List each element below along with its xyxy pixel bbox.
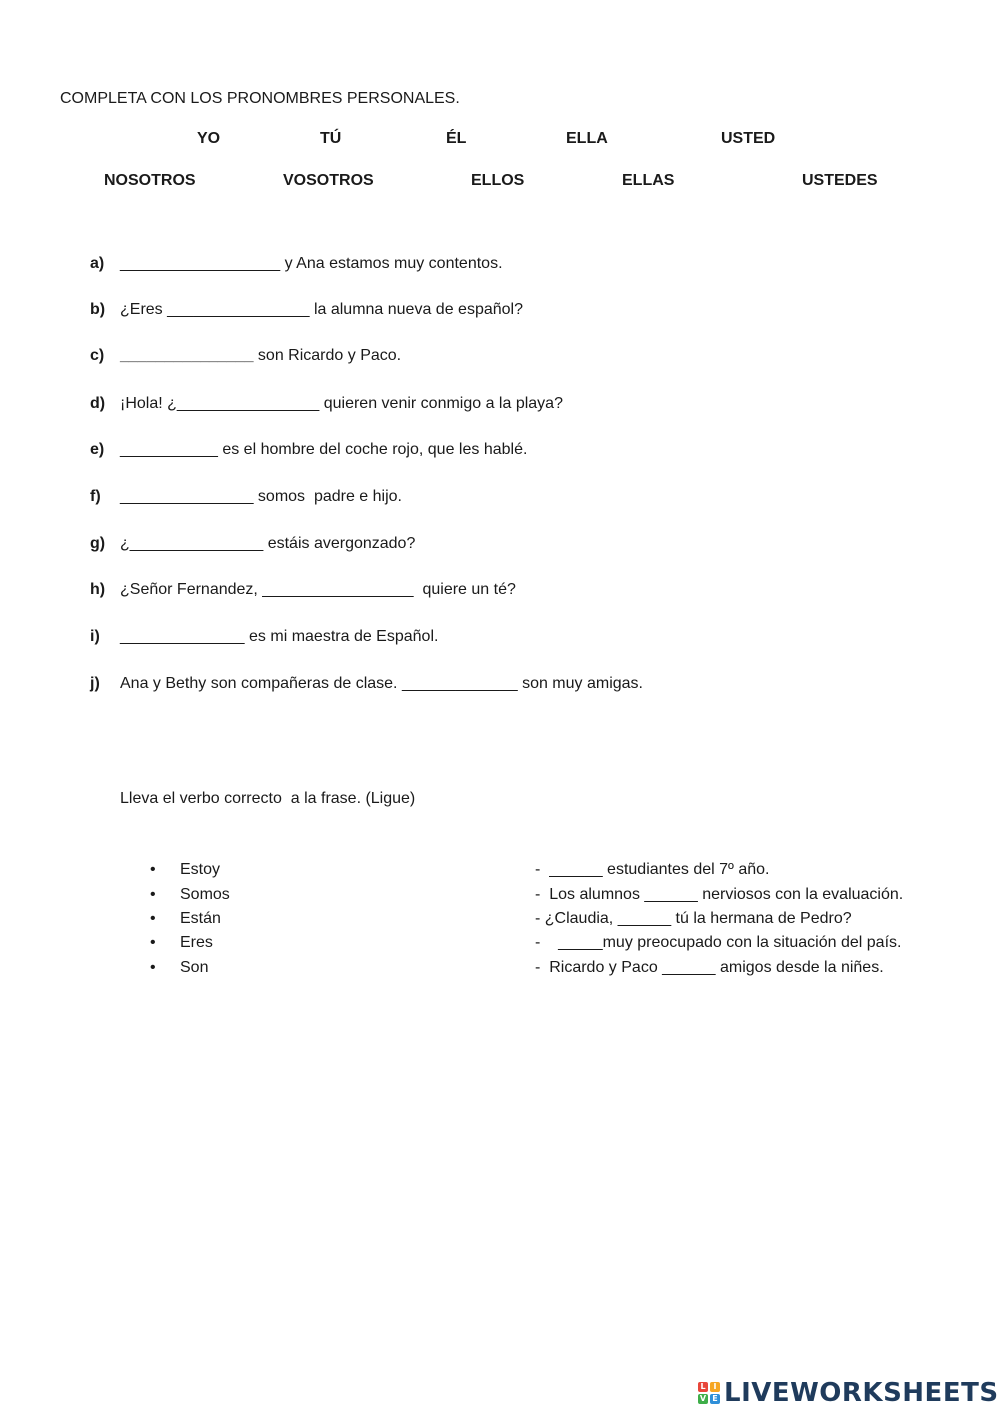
logo-mark-l: L bbox=[698, 1382, 708, 1392]
pronoun-el: ÉL bbox=[446, 130, 467, 147]
question-text: _______________ somos padre e hijo. bbox=[120, 488, 402, 505]
worksheet-title: COMPLETA CON LOS PRONOMBRES PERSONALES. bbox=[60, 90, 460, 107]
logo-mark-icon bbox=[698, 1382, 720, 1404]
pronoun-ella: ELLA bbox=[566, 130, 608, 147]
pronoun-tu: TÚ bbox=[320, 130, 342, 147]
verb-option[interactable]: Están bbox=[180, 910, 221, 927]
question-text bbox=[120, 347, 401, 365]
logo-mark-e: E bbox=[710, 1394, 720, 1404]
pronoun-usted: USTED bbox=[721, 130, 776, 147]
verb-option[interactable]: Eres bbox=[180, 934, 213, 951]
question-letter: h) bbox=[90, 581, 106, 598]
logo-mark-v: V bbox=[699, 1394, 707, 1403]
question-letter: i) bbox=[90, 628, 100, 645]
question-text: ¿Señor Fernandez, _________________ quiere un té? bbox=[120, 581, 516, 598]
verb-option[interactable]: Son bbox=[180, 959, 209, 976]
bullet-icon: • bbox=[150, 934, 156, 951]
bullet-icon: • bbox=[150, 861, 156, 878]
pronoun-ellos: ELLOS bbox=[471, 172, 525, 189]
question-text: __________________ y Ana estamos muy contentos. bbox=[120, 255, 503, 272]
bullet-icon: • bbox=[150, 959, 156, 976]
question-text: ______________ es mi maestra de Español. bbox=[120, 628, 439, 645]
sentence-option[interactable]: - ______ estudiantes del 7º año. bbox=[535, 861, 770, 878]
sentence-option[interactable]: - Ricardo y Paco ______ amigos desde la niñes. bbox=[535, 959, 884, 976]
question-text: ___________ es el hombre del coche rojo, que les hablé. bbox=[120, 441, 528, 458]
sentence-option[interactable]: - Los alumnos ______ nerviosos con la evaluación. bbox=[535, 886, 904, 903]
question-text: Ana y Bethy son compañeras de clase. _____________ son muy amigas. bbox=[120, 675, 643, 692]
question-letter: a) bbox=[90, 255, 105, 272]
pronoun-ellas: ELLAS bbox=[622, 172, 675, 189]
question-letter: b) bbox=[90, 301, 106, 318]
question-text: ¿Eres ________________ la alumna nueva de español? bbox=[120, 301, 523, 318]
verb-option[interactable]: Estoy bbox=[180, 861, 221, 878]
verb-option[interactable]: Somos bbox=[180, 886, 230, 903]
pronoun-ustedes: USTEDES bbox=[802, 172, 878, 189]
question-letter: j) bbox=[90, 675, 100, 692]
question-letter: g) bbox=[90, 535, 106, 552]
question-letter: e) bbox=[90, 441, 105, 458]
liveworksheets-logo bbox=[698, 1377, 999, 1409]
question-letter: d) bbox=[90, 395, 106, 412]
pronoun-nosotros: NOSOTROS bbox=[104, 172, 196, 189]
answer-blank: _______________ bbox=[120, 347, 254, 364]
question-text: ¿_______________ estáis avergonzado? bbox=[120, 535, 416, 552]
question-letter: f) bbox=[90, 488, 101, 505]
logo-mark-i: I bbox=[710, 1382, 720, 1392]
bullet-icon: • bbox=[150, 910, 156, 927]
sentence-option[interactable]: - _____muy preocupado con la situación del país. bbox=[535, 934, 902, 951]
question-text: ¡Hola! ¿________________ quieren venir conmigo a la playa? bbox=[120, 395, 563, 412]
question-text-rest: son Ricardo y Paco. bbox=[253, 347, 402, 364]
sentence-option[interactable]: - ¿Claudia, ______ tú la hermana de Pedro? bbox=[535, 910, 852, 927]
question-letter: c) bbox=[90, 347, 105, 364]
pronoun-vosotros: VOSOTROS bbox=[283, 172, 374, 189]
logo-text: LIVEWORKSHEETS bbox=[724, 1378, 999, 1408]
section2-title: Lleva el verbo correcto a la frase. (Ligue) bbox=[120, 790, 416, 807]
bullet-icon: • bbox=[150, 886, 156, 903]
pronoun-yo: YO bbox=[197, 130, 221, 147]
